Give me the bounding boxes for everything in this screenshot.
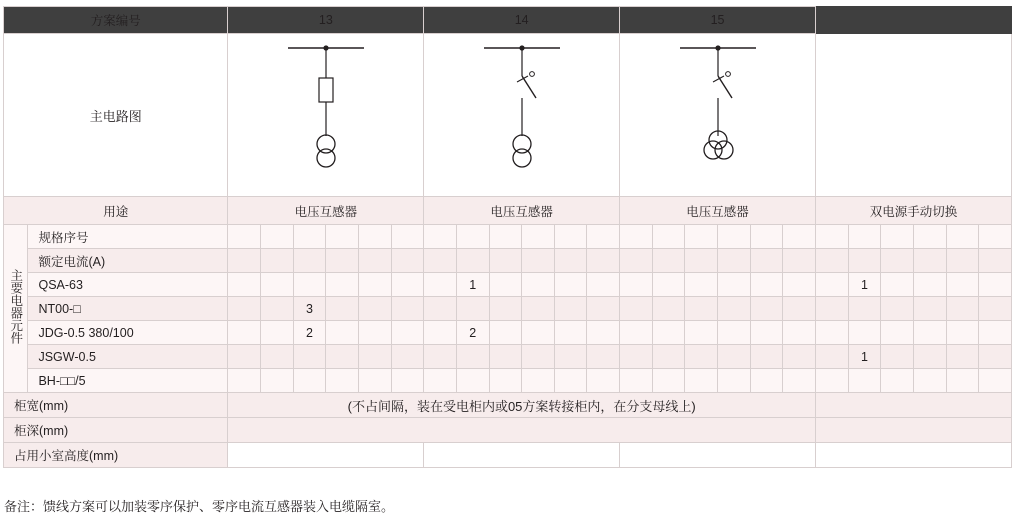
cell: [913, 297, 946, 321]
diagram-row: [4, 34, 1012, 197]
cell: [391, 321, 424, 345]
cell: [358, 321, 391, 345]
cell: [881, 225, 914, 249]
cell: [620, 321, 653, 345]
cell: [391, 369, 424, 393]
cell: [946, 345, 979, 369]
cell: [783, 273, 816, 297]
cabinet-depth-row: [4, 418, 1012, 443]
cell: [554, 225, 587, 249]
cell: [881, 321, 914, 345]
cell: [358, 273, 391, 297]
component-name: JSGW-0.5: [28, 345, 228, 369]
cell: [587, 297, 620, 321]
cabinet-width-row: [4, 393, 1012, 418]
cell: [554, 273, 587, 297]
cell: [979, 321, 1012, 345]
scheme-table: [3, 6, 1012, 468]
cell: [391, 297, 424, 321]
cell: [652, 297, 685, 321]
usage-cell-15: 电压互感器: [620, 197, 816, 225]
diagram-cell-13: [228, 34, 424, 197]
header-scheme-number: 方案编号: [4, 7, 228, 34]
cell: [815, 273, 848, 297]
cell: [228, 369, 261, 393]
cell: [718, 225, 751, 249]
cell: [293, 249, 326, 273]
component-name: 规格序号: [28, 225, 228, 249]
cell: [456, 345, 489, 369]
cell: [718, 321, 751, 345]
cell: [391, 225, 424, 249]
cabinet-width-label: 柜宽(mm): [4, 393, 228, 418]
cell: [946, 297, 979, 321]
usage-row: [4, 197, 1012, 225]
room-height-13: [228, 443, 424, 468]
cell: [456, 249, 489, 273]
cell: [358, 249, 391, 273]
table-row: [4, 273, 1012, 297]
cabinet-depth-blank: [815, 418, 1011, 443]
cabinet-depth-note: [228, 418, 816, 443]
cell: [326, 273, 359, 297]
cell: [587, 369, 620, 393]
cell: [228, 345, 261, 369]
cell: [815, 345, 848, 369]
cell: [620, 273, 653, 297]
cell: [979, 273, 1012, 297]
cell: [489, 225, 522, 249]
cell: [293, 273, 326, 297]
cell: [456, 369, 489, 393]
cabinet-note: (不占间隔，装在受电柜内或05方案转接柜内，在分支母线上): [228, 393, 816, 418]
cell: [522, 225, 555, 249]
cell: [424, 273, 457, 297]
cell: [424, 249, 457, 273]
cell: [391, 345, 424, 369]
cell: [424, 345, 457, 369]
cell: [750, 345, 783, 369]
cell: [848, 225, 881, 249]
table-row: [4, 249, 1012, 273]
table-row: [4, 369, 1012, 393]
cell: [587, 321, 620, 345]
cell: 2: [456, 321, 489, 345]
cell: [554, 369, 587, 393]
cell: [358, 297, 391, 321]
room-height-14: [424, 443, 620, 468]
cell: [848, 321, 881, 345]
cell: [913, 249, 946, 273]
cell: [815, 225, 848, 249]
cell: [326, 249, 359, 273]
cabinet-width-blank: [815, 393, 1011, 418]
table-row: [4, 297, 1012, 321]
usage-cell-13: 电压互感器: [228, 197, 424, 225]
diagram-cell-14: [424, 34, 620, 197]
component-name: JDG-0.5 380/100: [28, 321, 228, 345]
room-height-blank: [815, 443, 1011, 468]
cell: [718, 297, 751, 321]
cell: [554, 297, 587, 321]
header-col-13: 13: [228, 7, 424, 34]
cell: [881, 273, 914, 297]
cell: [718, 345, 751, 369]
cell: [424, 297, 457, 321]
cell: [881, 297, 914, 321]
diagram-cell-blank: [815, 34, 1011, 197]
cell: [358, 225, 391, 249]
cell: [424, 225, 457, 249]
cell: 2: [293, 321, 326, 345]
component-name: 额定电流(A): [28, 249, 228, 273]
side-label-main-components: 主要电器元件: [4, 225, 28, 393]
cell: [979, 225, 1012, 249]
cell: [261, 321, 294, 345]
usage-row-label: 用途: [4, 197, 228, 225]
cell: [293, 225, 326, 249]
cell: [685, 249, 718, 273]
cell: [652, 249, 685, 273]
cell: [261, 297, 294, 321]
cell: [685, 225, 718, 249]
cell: [456, 297, 489, 321]
cell: [718, 369, 751, 393]
cell: [979, 249, 1012, 273]
cell: [261, 369, 294, 393]
cell: [913, 321, 946, 345]
cell: 1: [848, 273, 881, 297]
cell: [881, 249, 914, 273]
cell: [228, 321, 261, 345]
table-row: [4, 345, 1012, 369]
cell: [554, 345, 587, 369]
cell: [652, 273, 685, 297]
cell: [620, 225, 653, 249]
cell: [522, 297, 555, 321]
header-col-blank: [815, 7, 1011, 34]
cell: [228, 273, 261, 297]
cell: [815, 297, 848, 321]
cell: [946, 273, 979, 297]
cell: [979, 345, 1012, 369]
cell: [685, 345, 718, 369]
cell: [587, 345, 620, 369]
table-header-row: [4, 7, 1012, 34]
cell: [783, 369, 816, 393]
cell: [652, 321, 685, 345]
cell: [587, 225, 620, 249]
fuse-vt-diagram: [266, 40, 386, 190]
cell: [815, 321, 848, 345]
cell: [620, 297, 653, 321]
cell: [815, 249, 848, 273]
cell: [913, 225, 946, 249]
diagram-cell-15: [620, 34, 816, 197]
cell: [326, 321, 359, 345]
header-col-15: 15: [620, 7, 816, 34]
cell: [652, 225, 685, 249]
cell: [946, 225, 979, 249]
switch-vt-diagram: [658, 40, 778, 190]
cell: [946, 249, 979, 273]
usage-cell-14: 电压互感器: [424, 197, 620, 225]
cell: [848, 297, 881, 321]
cell: [522, 249, 555, 273]
component-name: QSA-63: [28, 273, 228, 297]
spec-sheet: [0, 6, 1015, 523]
cell: [261, 345, 294, 369]
cell: [783, 321, 816, 345]
cell: [815, 369, 848, 393]
cell: [620, 345, 653, 369]
cell: [326, 345, 359, 369]
cell: [750, 321, 783, 345]
cell: [587, 273, 620, 297]
cell: [326, 297, 359, 321]
cell: [554, 321, 587, 345]
cell: [913, 345, 946, 369]
component-name: NT00-□: [28, 297, 228, 321]
cell: [489, 369, 522, 393]
cell: [391, 273, 424, 297]
cell: [750, 249, 783, 273]
cell: [750, 273, 783, 297]
cell: [261, 273, 294, 297]
cell: [652, 345, 685, 369]
cell: [326, 225, 359, 249]
cell: [718, 273, 751, 297]
table-row: [4, 321, 1012, 345]
cell: [456, 225, 489, 249]
room-height-15: [620, 443, 816, 468]
cell: [685, 369, 718, 393]
cell: [424, 369, 457, 393]
room-height-label: 占用小室高度(mm): [4, 443, 228, 468]
cell: [783, 249, 816, 273]
cell: [783, 345, 816, 369]
cell: [228, 297, 261, 321]
cell: [261, 225, 294, 249]
cell: [979, 297, 1012, 321]
cell: [685, 297, 718, 321]
cell: [587, 249, 620, 273]
cell: [750, 225, 783, 249]
component-name: BH-□□/5: [28, 369, 228, 393]
cell: [685, 273, 718, 297]
switch-vt-diagram: [462, 40, 582, 190]
cell: [293, 369, 326, 393]
cell: [228, 249, 261, 273]
cell: [522, 273, 555, 297]
footnote: 备注：馈线方案可以加装零序保护、零序电流互感器装入电缆隔室。: [4, 499, 395, 514]
cell: [358, 369, 391, 393]
cell: [293, 345, 326, 369]
cell: [228, 225, 261, 249]
cell: [522, 369, 555, 393]
cell: [489, 297, 522, 321]
cell: [718, 249, 751, 273]
cell: [489, 249, 522, 273]
cell: [424, 321, 457, 345]
cell: [913, 273, 946, 297]
cell: [685, 321, 718, 345]
cell: [489, 273, 522, 297]
cell: [652, 369, 685, 393]
cell: [391, 249, 424, 273]
cell: 1: [848, 345, 881, 369]
cell: [750, 369, 783, 393]
cell: [358, 345, 391, 369]
cell: 3: [293, 297, 326, 321]
cell: [489, 321, 522, 345]
cell: [783, 225, 816, 249]
cell: [554, 249, 587, 273]
cell: [261, 249, 294, 273]
cell: [326, 369, 359, 393]
room-height-row: [4, 443, 1012, 468]
cabinet-depth-label: 柜深(mm): [4, 418, 228, 443]
cell: [848, 249, 881, 273]
cell: 1: [456, 273, 489, 297]
cell: [620, 249, 653, 273]
cell: [946, 369, 979, 393]
cell: [620, 369, 653, 393]
header-col-14: 14: [424, 7, 620, 34]
table-row: [4, 225, 1012, 249]
cell: [913, 369, 946, 393]
cell: [489, 345, 522, 369]
diagram-row-label: 主电路图: [4, 34, 228, 197]
cell: [881, 345, 914, 369]
cell: [522, 321, 555, 345]
cell: [946, 321, 979, 345]
usage-cell-blank: 双电源手动切换: [815, 197, 1011, 225]
cell: [783, 297, 816, 321]
cell: [750, 297, 783, 321]
cell: [979, 369, 1012, 393]
cell: [522, 345, 555, 369]
cell: [881, 369, 914, 393]
cell: [848, 369, 881, 393]
